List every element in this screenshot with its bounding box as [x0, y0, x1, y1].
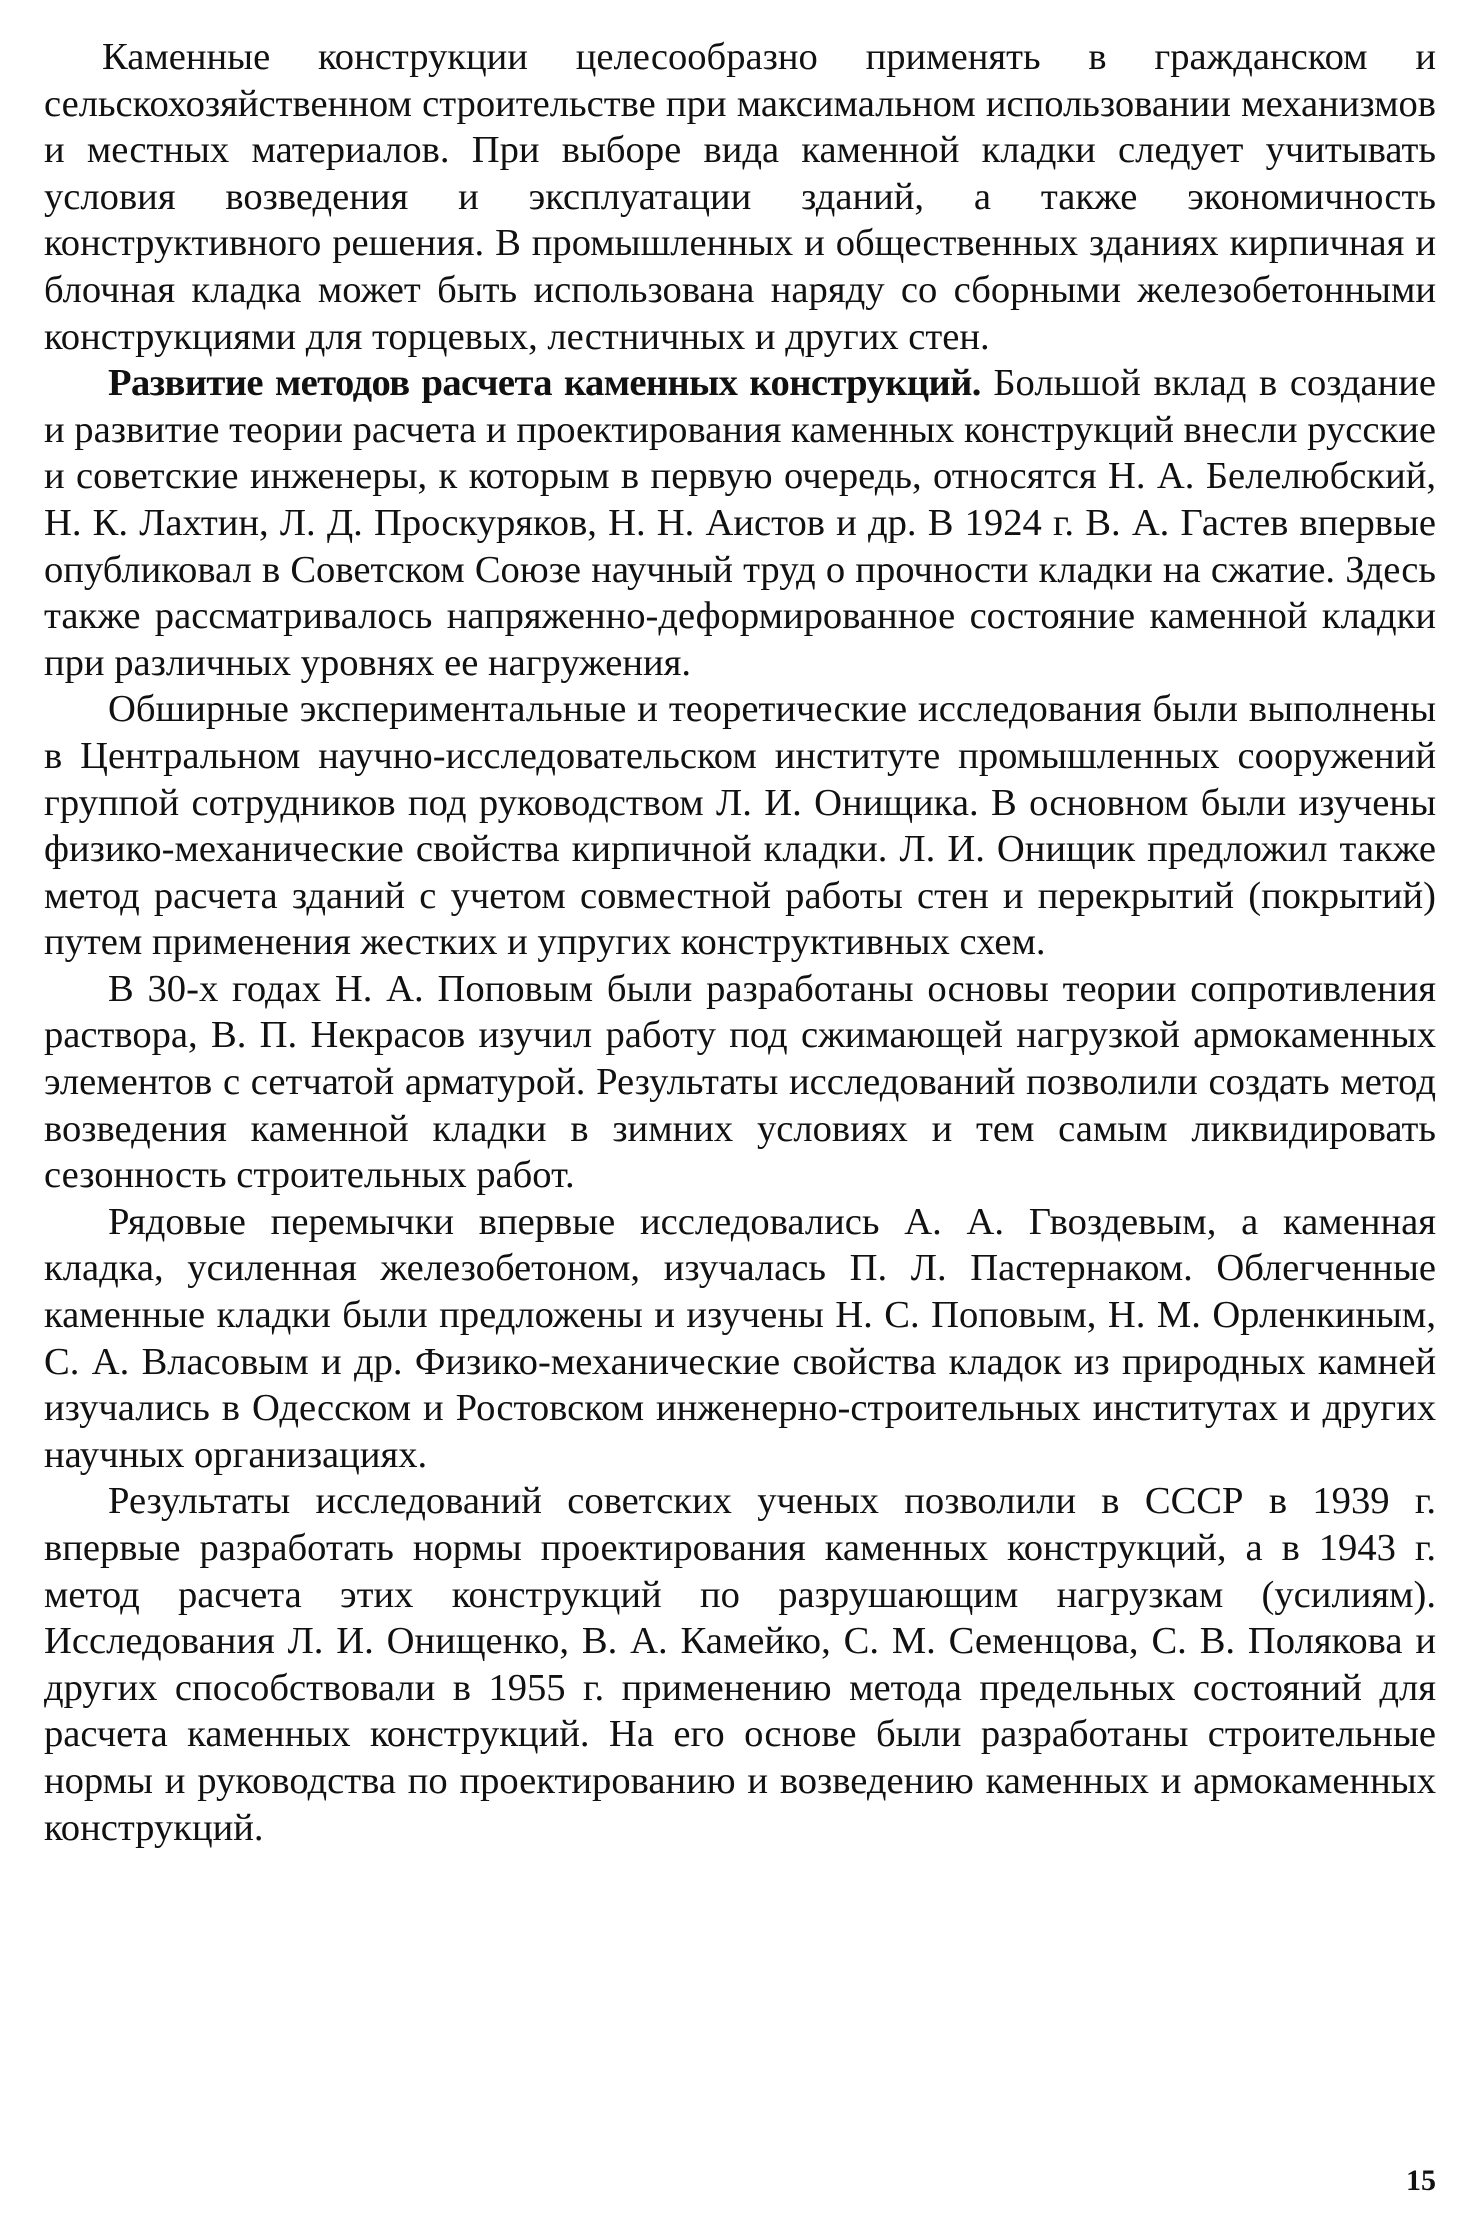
- paragraph-3: [44, 686, 1436, 966]
- paragraph-text: В 30-х годах Н. А. Поповым были разработаны основы теории сопротивления раствора, В. П. Некрасов изучил работу под сжимающей нагрузкой армокаменных элементов с сетчатой арматурой. Результаты исследований позволили создать метод возведения каменной кладки в зимних условиях и тем самым ликвидировать сезонность строительных работ.: [44, 967, 1436, 1197]
- paragraph-2: [44, 360, 1436, 686]
- paragraph-5: [44, 1199, 1436, 1479]
- paragraph-text: Большой вклад в создание и развитие теории расчета и проектирования каменных конструкций внесли русские и советские инженеры, к которым в первую очередь, относятся Н. А. Белелюбский, Н. К. Лахтин, Л. Д. Проскуряков, Н. Н. Аистов и др. В 1924 г. В. А. Гастев впервые опубликовал в Советском Союзе научный труд о прочности кладки на сжатие. Здесь также рассматривалось напряженно-деформированное состояние каменной кладки при различных уровнях ее нагружения.: [44, 362, 1436, 684]
- paragraph-4: [44, 966, 1436, 1199]
- paragraph-1: [44, 34, 1436, 360]
- paragraph-text: Обширные экспериментальные и теоретические исследования были выполнены в Центральном научно-исследовательском институте промышленных сооружений группой сотрудников под руководством Л. И. Онищика. В основном были изучены физико-механические свойства кирпичной кладки. Л. И. Онищик предложил также метод расчета зданий с учетом совместной работы стен и перекрытий (покрытий) путем применения жестких и упругих конструктивных схем.: [44, 688, 1436, 964]
- paragraph-text: Каменные конструкции целесообразно применять в гражданском и сельскохозяйственном строительстве при максимальном использовании механизмов и местных материалов. При выборе вида каменной кладки следует учитывать условия возведения и эксплуатации зданий, а также экономичность конструктивного решения. В промышленных и общественных зданиях кирпичная и блочная кладка может быть использована наряду со сборными железобетонными конструкциями для торцевых, лестничных и других стен.: [44, 36, 1436, 358]
- paragraph-6: [44, 1478, 1436, 1851]
- run-in-heading: Развитие методов расчета каменных конструкций.: [108, 362, 981, 405]
- paragraph-text: Результаты исследований советских ученых позволили в СССР в 1939 г. впервые разработать нормы проектирования каменных конструкций, а в 1943 г. метод расчета этих конструкций по разрушающим нагрузкам (усилиям). Исследования Л. И. Онищенко, В. А. Камейко, С. М. Семенцова, С. В. Полякова и других способствовали в 1955 г. применению метода предельных состояний для расчета каменных конструкций. На его основе были разработаны строительные нормы и руководства по проектированию и возведению каменных и армокаменных конструкций.: [44, 1480, 1436, 1849]
- paragraph-text: Рядовые перемычки впервые исследовались А. А. Гвоздевым, а каменная кладка, усиленная железобетоном, изучалась П. Л. Пастернаком. Облегченные каменные кладки были предложены и изучены Н. С. Поповым, Н. М. Орленкиным, С. А. Власовым и др. Физико-механические свойства кладок из природных камней изучались в Одесском и Ростовском инженерно-строительных институтах и других научных организациях.: [44, 1200, 1436, 1476]
- document-page: [44, 34, 1436, 1851]
- page-number: 15: [1406, 2164, 1436, 2197]
